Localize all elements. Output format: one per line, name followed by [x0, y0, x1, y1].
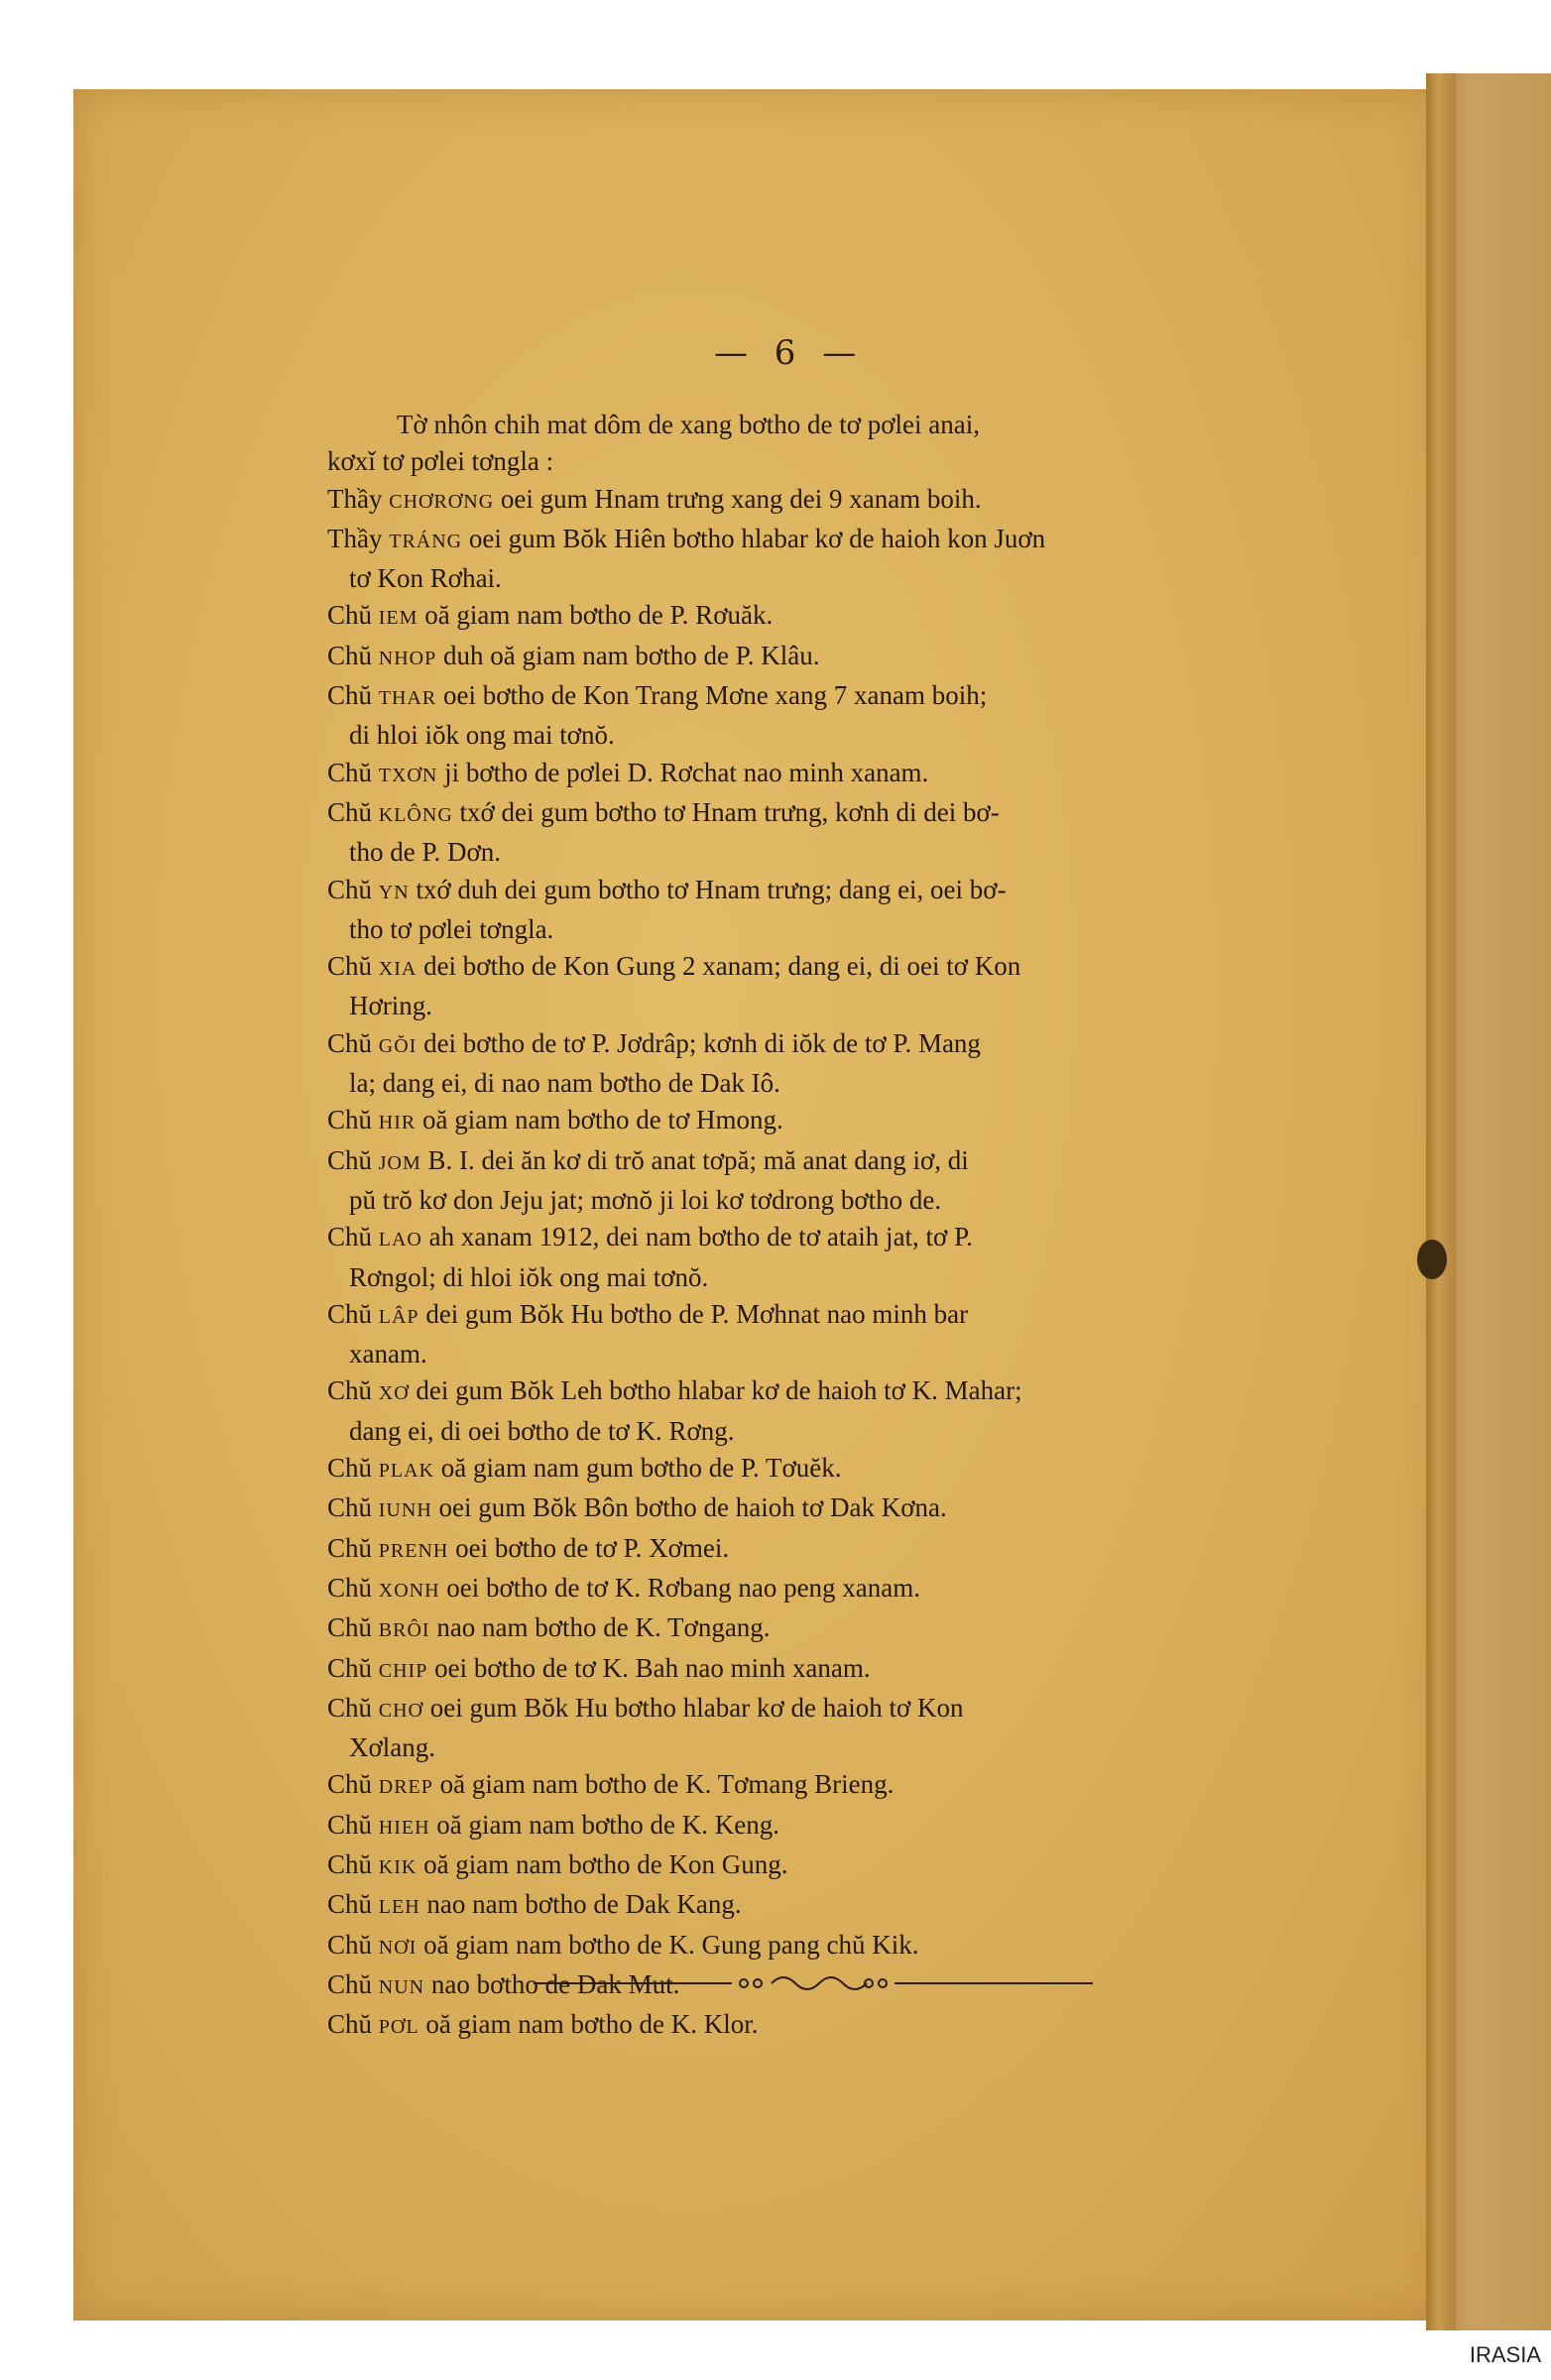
entry-name: XIA [378, 958, 418, 981]
roster-entry [327, 1296, 1269, 1336]
entry-text: oă giam nam bơtho de P. Rơuăk. [424, 600, 774, 631]
entry-title: Thầy [327, 523, 383, 553]
text-line: Hơring. [349, 991, 433, 1021]
entry-title: Chŭ [327, 1105, 373, 1135]
entry-name: PLAK [378, 1460, 434, 1483]
entry-text: txớ duh dei gum bơtho tơ Hnam trưng; dang ei, oei bơ- [416, 874, 1007, 904]
roster-entry [327, 1927, 1269, 1966]
roster-entry [327, 2006, 1269, 2046]
entry-name: PRENH [378, 1539, 449, 1562]
roster-entry [327, 521, 1269, 560]
roster-entry [327, 1570, 1269, 1609]
entry-name: IEM [378, 607, 418, 630]
roster-entry [327, 1690, 1269, 1729]
entry-title: Chŭ [327, 1848, 373, 1879]
entry-text: dei gum Bŏk Leh bơtho hlabar kơ de haioh tơ K. Mahar; [416, 1375, 1022, 1406]
entry-name: BRÔI [378, 1619, 430, 1642]
entry-title: Chŭ [327, 1222, 373, 1252]
text-line: tho de P. Dơn. [349, 837, 502, 868]
roster-entry [327, 1102, 1269, 1141]
entry-text: duh oă giam nam bơtho de P. Klâu. [442, 640, 820, 670]
entry-text: oei gum Bŏk Bôn bơtho de haioh tơ Dak Kơna. [438, 1492, 947, 1523]
entry-text: oei gum Bŏk Hiên bơtho hlabar kơ de haioh kon Juơn [468, 523, 1046, 553]
entry-text: oei bơtho de Kon Trang Mơne xang 7 xanam boih; [442, 680, 988, 711]
entry-text: dei bơtho de Kon Gung 2 xanam; dang ei, di oei tơ Kon [423, 951, 1021, 982]
text-line: di hloi iŏk ong mai tơnŏ. [349, 720, 615, 751]
entry-title: Chŭ [327, 1929, 373, 1960]
roster-entry [327, 1807, 1269, 1846]
entry-title: Chŭ [327, 1809, 373, 1840]
body-text [327, 407, 1269, 2046]
entry-name: TRÁNG [389, 530, 463, 552]
roster-entry [327, 1766, 1269, 1806]
entry-title: Chŭ [327, 680, 373, 711]
entry-title: Chŭ [327, 1612, 373, 1643]
text-line: kơxǐ tơ pơlei tơngla : [327, 446, 554, 477]
entry-text: oei gum Bŏk Hu bơtho hlabar kơ de haioh tơ Kon [429, 1692, 964, 1723]
entry-name: THAR [378, 687, 437, 710]
entry-name: CHƠ [378, 1699, 423, 1722]
entry-text: B. I. dei ăn kơ di trŏ anat tơpă; mă anat dang iơ, di [427, 1144, 969, 1175]
entry-text: dei bơtho de tơ P. Jơdrâp; kơnh di iŏk de tơ P. Mang [423, 1027, 981, 1058]
entry-title: Chŭ [327, 1889, 373, 1920]
roster-entry [327, 1530, 1269, 1570]
text-line: tơ Kon Rơhai. [349, 563, 502, 594]
text-line: tho tơ pơlei tơngla. [349, 913, 554, 944]
entry-name: DREP [378, 1776, 433, 1799]
entry-title: Chŭ [327, 1968, 373, 1999]
roster-entry [327, 1609, 1269, 1649]
text-line: Tờ nhôn chih mat dôm de xang bơtho de tơ pơlei anai, [397, 410, 980, 439]
entry-text: nao bơtho de Dak Mut. [430, 1968, 680, 1999]
entry-text: oă giam nam bơtho de K. Tơmang Brieng. [439, 1769, 895, 1800]
page-number: — 6 — [714, 333, 865, 373]
roster-entry [327, 1650, 1269, 1690]
entry-text: oă giam nam bơtho de tơ Hmong. [421, 1105, 783, 1135]
roster-entry [327, 677, 1269, 717]
ornamental-divider [534, 1971, 1093, 1995]
entry-title: Chŭ [327, 1652, 373, 1683]
roster-entry [327, 1219, 1269, 1258]
entry-name: NHOP [378, 647, 437, 669]
entry-name: TXƠN [378, 764, 438, 786]
entry-text: oă giam nam gum bơtho de P. Tơuĕk. [440, 1453, 842, 1484]
entry-name: LÂP [378, 1305, 419, 1328]
entry-name: HIR [378, 1112, 417, 1134]
entry-title: Chŭ [327, 600, 373, 631]
entry-name: KIK [378, 1855, 418, 1878]
roster-entry [327, 1489, 1269, 1529]
entry-text: nao nam bơtho de Dak Kang. [426, 1889, 742, 1920]
entry-text: oă giam nam bơtho de Kon Gung. [423, 1848, 788, 1879]
entry-title: Chŭ [327, 1532, 373, 1563]
entry-title: Chŭ [327, 1492, 373, 1523]
roster-entry [327, 755, 1269, 794]
entry-title: Chŭ [327, 1027, 373, 1058]
page-spine [1426, 73, 1456, 2330]
entry-title: Chŭ [327, 2009, 373, 2040]
entry-name: NUN [378, 1975, 425, 1998]
entry-title: Chŭ [327, 951, 373, 982]
entry-text: oă giam nam bơtho de K. Klor. [425, 2009, 759, 2040]
roster-entry [327, 1372, 1269, 1412]
text-line: dang ei, di oei bơtho de tơ K. Rơng. [349, 1415, 735, 1446]
entry-name: JOM [378, 1151, 421, 1174]
entry-title: Chŭ [327, 796, 373, 827]
entry-text: oei bơtho de tơ K. Bah nao minh xanam. [434, 1652, 871, 1683]
watermark: IRASIA [1469, 2342, 1541, 2367]
entry-text: oei bơtho de tơ P. Xơmei. [455, 1532, 730, 1563]
entry-title: Chŭ [327, 874, 373, 904]
entry-name: HIEH [378, 1816, 430, 1839]
roster-entry [327, 1025, 1269, 1065]
entry-text: ji bơtho de pơlei D. Rơchat nao minh xanam. [444, 757, 929, 787]
entry-title: Chŭ [327, 1692, 373, 1723]
entry-text: oă giam nam bơtho de K. Keng. [436, 1809, 779, 1840]
entry-title: Chŭ [327, 1375, 373, 1406]
text-line: Rơngol; di hloi iŏk ong mai tơnŏ. [349, 1261, 709, 1292]
entry-name: PƠL [378, 2016, 419, 2039]
binding-hole [1417, 1240, 1447, 1279]
entry-text: ah xanam 1912, dei nam bơtho de tơ ataih jat, tơ P. [428, 1222, 973, 1252]
entry-text: nao nam bơtho de K. Tơngang. [436, 1612, 771, 1643]
entry-name: LEH [378, 1896, 420, 1919]
roster-entry [327, 1450, 1269, 1489]
entry-text: txớ dei gum bơtho tơ Hnam trưng, kơnh di dei bơ- [459, 796, 1000, 827]
entry-text: dei gum Bŏk Hu bơtho de P. Mơhnat nao minh bar [425, 1298, 969, 1329]
text-line: Xơlang. [349, 1732, 436, 1763]
entry-title: Chŭ [327, 1144, 373, 1175]
text-line: la; dang ei, di nao nam bơtho de Dak Iô. [349, 1068, 780, 1099]
roster-entry [327, 1142, 1269, 1182]
roster-entry [327, 1886, 1269, 1926]
entry-title: Chŭ [327, 1453, 373, 1484]
entry-text: oă giam nam bơtho de K. Gung pang chŭ Kik. [423, 1929, 919, 1960]
entry-name: XONH [378, 1579, 440, 1602]
text-line: xanam. [349, 1339, 427, 1369]
entry-title: Chŭ [327, 640, 373, 670]
entry-name: CHƠRƠNG [389, 490, 495, 513]
entry-name: XƠ [378, 1382, 410, 1405]
entry-title: Thầy [327, 483, 383, 514]
roster-entry [327, 638, 1269, 677]
entry-name: CHIP [378, 1659, 428, 1682]
roster-entry [327, 872, 1269, 911]
entry-name: YN [378, 881, 410, 903]
text-line: pŭ trŏ kơ don Jeju jat; mơnŏ ji loi kơ tơdrong bơtho de. [349, 1184, 942, 1215]
roster-entry [327, 1846, 1269, 1886]
entry-name: GŎI [378, 1034, 418, 1057]
roster-entry [327, 948, 1269, 988]
entry-title: Chŭ [327, 757, 373, 787]
entry-text: oei bơtho de tơ K. Rơbang nao peng xanam. [446, 1572, 921, 1603]
entry-title: Chŭ [327, 1769, 373, 1800]
roster-entry [327, 597, 1269, 637]
roster-entry [327, 481, 1269, 521]
entry-name: KLÔNG [378, 803, 453, 826]
entry-name: IUNH [378, 1499, 432, 1522]
entry-name: LAO [378, 1229, 422, 1251]
entry-title: Chŭ [327, 1298, 373, 1329]
entry-text: oei gum Hnam trưng xang dei 9 xanam boih. [500, 483, 982, 514]
roster-entry [327, 794, 1269, 834]
entry-title: Chŭ [327, 1572, 373, 1603]
entry-name: NƠI [378, 1936, 418, 1959]
